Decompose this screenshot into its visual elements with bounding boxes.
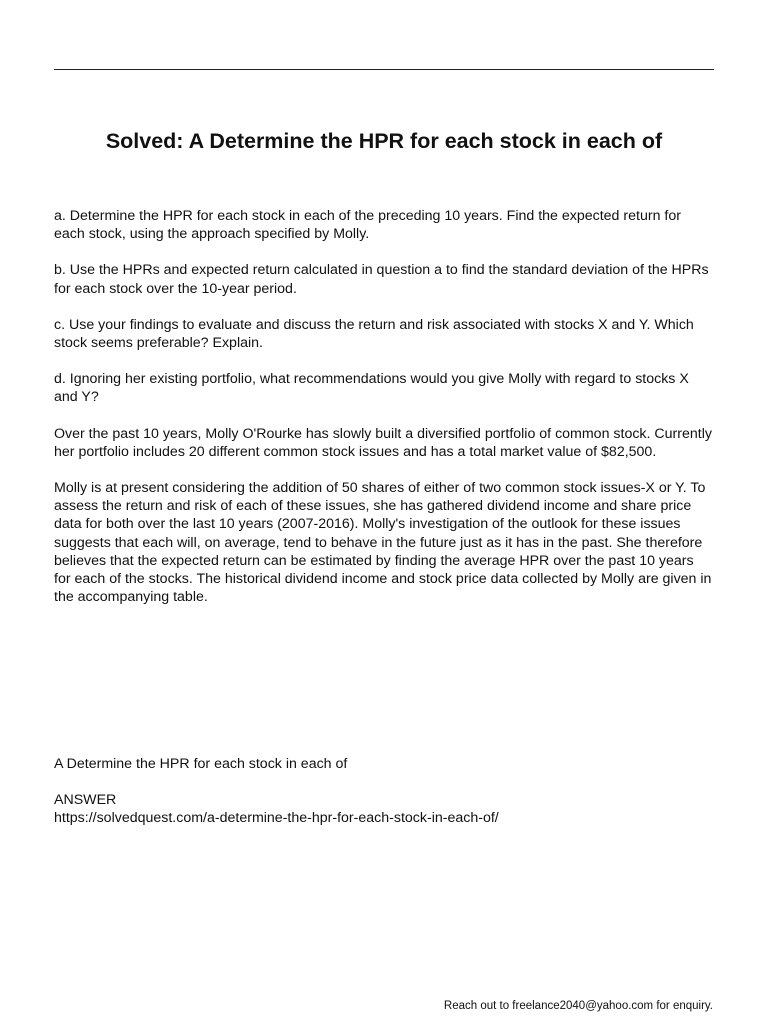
question-c: c. Use your findings to evaluate and discuss the return and risk associated with stocks X and Y. Which stock seems preferable? Explain. xyxy=(54,316,694,352)
top-divider xyxy=(54,69,714,70)
footer-contact: Reach out to freelance2040@yahoo.com for enquiry. xyxy=(443,1000,713,1012)
scenario-paragraph: Molly is at present considering the addition of 50 shares of either of two common stock issues-X or Y. To assess the return and risk of each of these issues, she has gathered dividend income and share price data for both over the last 10 years (2007-2016). Molly's investigation of the outlook for these issues suggests that each will, on average, tend to behave in the future just as it has in the past. She therefore believes that the expected return can be estimated by finding the average HPR over the past 10 years for each of the stocks. The historical dividend income and stock price data collected by Molly are given in the accompanying table. xyxy=(54,480,712,606)
question-a: a. Determine the HPR for each stock in each of the preceding 10 years. Find the expected return for each stock, using the approach specified by Molly. xyxy=(54,208,681,243)
answer-section xyxy=(54,755,714,828)
question-body xyxy=(54,207,714,624)
question-b: b. Use the HPRs and expected return calculated in question a to find the standard deviation of the HPRs for each stock over the 10-year period. xyxy=(54,262,709,297)
page-title: Solved: A Determine the HPR for each stock in each of xyxy=(105,129,663,153)
answer-label: ANSWER xyxy=(54,792,117,809)
question-d: d. Ignoring her existing portfolio, what recommendations would you give Molly with regard to stocks X and Y? xyxy=(54,371,689,406)
summary-title: A Determine the HPR for each stock in each of xyxy=(54,756,348,772)
answer-link[interactable]: https://solvedquest.com/a-determine-the-hpr-for-each-stock-in-each-of/ xyxy=(54,810,499,827)
background-paragraph: Over the past 10 years, Molly O'Rourke has slowly built a diversified portfolio of common stock. Currently her portfolio includes 20 different common stock issues and has a total market value of $82,500. xyxy=(54,425,712,460)
